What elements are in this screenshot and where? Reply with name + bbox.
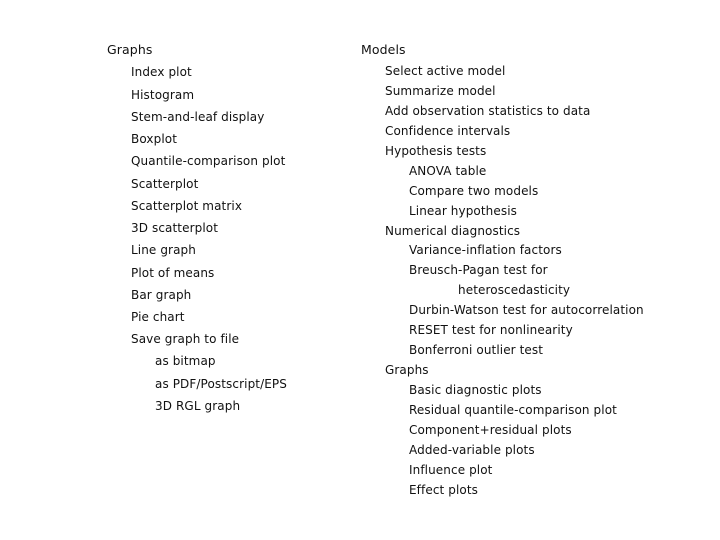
menu-item-save-3d-rgl[interactable]: 3D RGL graph <box>155 399 241 413</box>
menu-item-index-plot[interactable]: Index plot <box>131 65 192 79</box>
menu-item-variance-inflation[interactable]: Variance-inflation factors <box>409 243 562 257</box>
graphs-menu-title[interactable]: Graphs <box>107 42 153 57</box>
menu-item-component-residual-plots[interactable]: Component+residual plots <box>409 423 572 437</box>
menu-item-line-graph[interactable]: Line graph <box>131 243 196 257</box>
menu-item-plot-of-means[interactable]: Plot of means <box>131 266 215 280</box>
menu-item-3d-scatterplot[interactable]: 3D scatterplot <box>131 221 219 235</box>
menu-item-linear-hypothesis[interactable]: Linear hypothesis <box>409 204 518 218</box>
models-menu-title[interactable]: Models <box>361 42 406 57</box>
menu-item-compare-two-models[interactable]: Compare two models <box>409 184 539 198</box>
menu-item-reset-test[interactable]: RESET test for nonlinearity <box>409 323 573 337</box>
menu-item-breusch-pagan[interactable]: Breusch-Pagan test for <box>409 263 548 277</box>
menu-item-boxplot[interactable]: Boxplot <box>131 132 178 146</box>
menu-item-influence-plot[interactable]: Influence plot <box>409 463 493 477</box>
menu-item-save-bitmap[interactable]: as bitmap <box>155 354 216 368</box>
menu-item-bonferroni-outlier[interactable]: Bonferroni outlier test <box>409 343 544 357</box>
menu-item-added-variable-plots[interactable]: Added-variable plots <box>409 443 535 457</box>
menu-item-bar-graph[interactable]: Bar graph <box>131 288 192 302</box>
menu-item-model-graphs[interactable]: Graphs <box>385 363 429 377</box>
menu-item-stem-and-leaf[interactable]: Stem-and-leaf display <box>131 110 265 124</box>
menu-item-durbin-watson[interactable]: Durbin-Watson test for autocorrelation <box>409 303 644 317</box>
menu-item-select-active-model[interactable]: Select active model <box>385 64 506 78</box>
menu-item-effect-plots[interactable]: Effect plots <box>409 483 478 497</box>
menu-item-residual-quantile-comparison[interactable]: Residual quantile-comparison plot <box>409 403 617 417</box>
menu-item-numerical-diagnostics[interactable]: Numerical diagnostics <box>385 224 521 238</box>
menu-item-summarize-model[interactable]: Summarize model <box>385 84 496 98</box>
menu-item-confidence-intervals[interactable]: Confidence intervals <box>385 124 511 138</box>
menu-item-hypothesis-tests[interactable]: Hypothesis tests <box>385 144 487 158</box>
menu-item-scatterplot-matrix[interactable]: Scatterplot matrix <box>131 199 243 213</box>
menu-item-save-pdf[interactable]: as PDF/Postscript/EPS <box>155 377 287 391</box>
menu-item-pie-chart[interactable]: Pie chart <box>131 310 185 324</box>
menu-item-quantile-comparison[interactable]: Quantile-comparison plot <box>131 154 286 168</box>
menu-item-basic-diagnostic-plots[interactable]: Basic diagnostic plots <box>409 383 542 397</box>
menu-item-anova-table[interactable]: ANOVA table <box>409 164 487 178</box>
menu-item-add-observation-stats[interactable]: Add observation statistics to data <box>385 104 591 118</box>
menu-item-save-graph[interactable]: Save graph to file <box>131 332 240 346</box>
menu-item-scatterplot[interactable]: Scatterplot <box>131 177 199 191</box>
menu-item-breusch-pagan-cont[interactable]: heteroscedasticity <box>458 283 571 297</box>
menu-item-histogram[interactable]: Histogram <box>131 88 195 102</box>
